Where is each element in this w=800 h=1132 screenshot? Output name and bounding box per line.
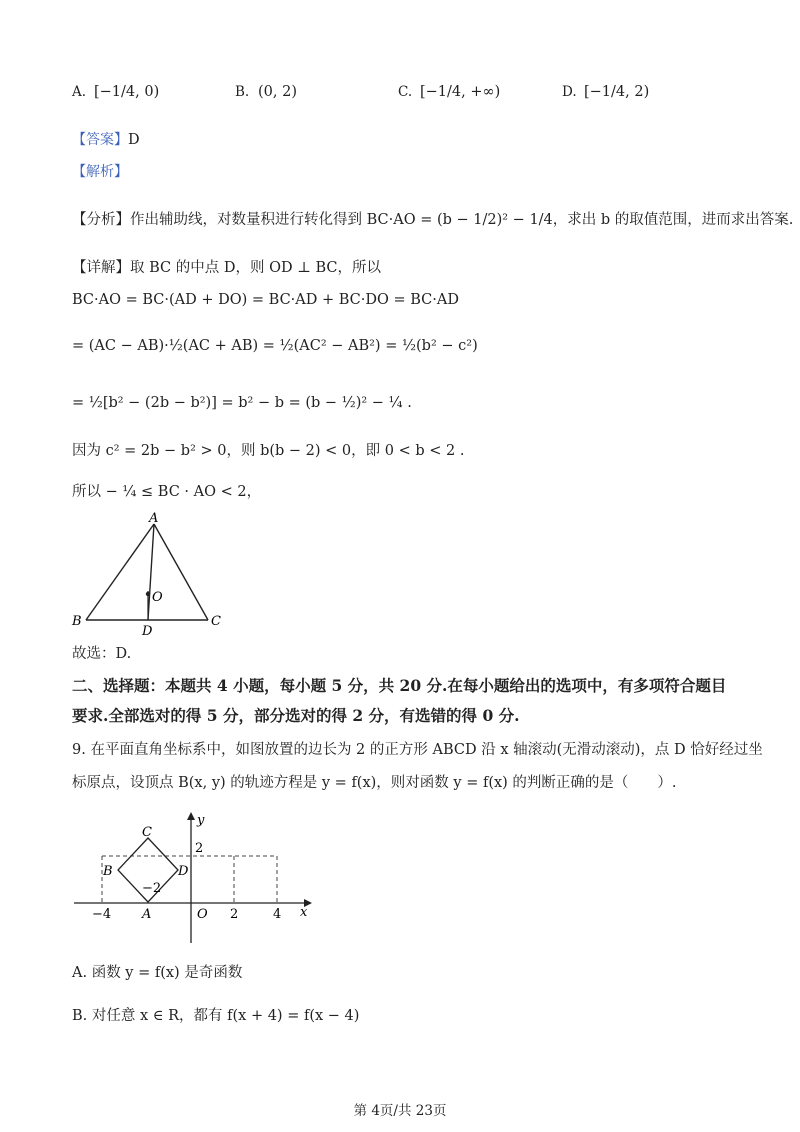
equation-line-2: = (AC − AB)·½(AC + AB) = ½(AC² − AB²) = ½(b² − c²) xyxy=(72,338,478,354)
answer-value: D xyxy=(128,132,140,148)
fenxi-text: 作出辅助线，对数量积进行转化得到 xyxy=(130,212,362,228)
triangle-figure xyxy=(68,510,238,640)
question-option-b: B. 对任意 x ∈ R，都有 f(x + 4) = f(x − 4) xyxy=(72,1008,360,1024)
median-ad xyxy=(148,524,154,620)
option-c-value: [−1/4, +∞) xyxy=(420,84,501,100)
side-ac xyxy=(154,524,208,620)
xiangjie-label: 【详解】 xyxy=(72,260,130,276)
option-a-value: [−1/4, 0) xyxy=(94,84,160,100)
answer-tag: 【答案】 xyxy=(72,132,128,148)
question-9-line-2: 标原点，设顶点 B(x, y) 的轨迹方程是 y = f(x)，则对函数 y = f(x) 的判断正确的是（ ）. xyxy=(72,775,677,791)
question-9-line-1: 9. 在平面直角坐标系中，如图放置的边长为 2 的正方形 ABCD 沿 x 轴滚动(无滑动滚动)，点 D 恰好经过坐 xyxy=(72,742,763,758)
y-axis-arrow xyxy=(187,812,195,820)
option-d-value: [−1/4, 2) xyxy=(584,84,650,100)
section-title-line-1: 二、选择题：本题共 4 小题，每小题 5 分，共 20 分.在每小题给出的选项中，有多项符合题目 xyxy=(72,676,727,695)
so-line: 所以 − ¼ ≤ BC · AO < 2， xyxy=(72,484,262,500)
label-a: A xyxy=(149,511,159,526)
fenxi-tail: ，求出 b 的取值范围，进而求出答案. xyxy=(552,212,794,228)
tick-neg-2: −2 xyxy=(142,881,162,896)
option-d-label: D. xyxy=(562,84,577,100)
page-footer: 第 4页/共 23页 xyxy=(353,1103,447,1119)
label-x: x xyxy=(300,905,308,920)
section-title-line-2: 要求.全部选对的得 5 分，部分选对的得 2 分，有选错的得 0 分. xyxy=(72,706,520,725)
fenxi-line xyxy=(72,210,793,230)
label-o: O xyxy=(152,590,163,605)
option-a-label: A. xyxy=(72,84,87,100)
equation-line-3: = ½[b² − (2b − b²)] = b² − b = (b − ½)² − ¼ . xyxy=(72,395,412,411)
analysis-tag: 【解析】 xyxy=(72,164,128,180)
label-c: C xyxy=(211,614,221,629)
label-d: D xyxy=(142,624,153,639)
label-a: A xyxy=(142,907,152,922)
because-line: 因为 c² = 2b − b² > 0，则 b(b − 2) < 0，即 0 < b < 2 . xyxy=(72,443,465,459)
answer-line xyxy=(72,130,140,150)
fenxi-label: 【分析】 xyxy=(72,212,130,228)
label-b: B xyxy=(72,614,82,629)
tick-neg-4: −4 xyxy=(92,907,112,922)
label-o: O xyxy=(197,907,208,922)
equation-line-1: BC·AO = BC·(AD + DO) = BC·AD + BC·DO = BC·AD xyxy=(72,292,459,308)
coordinate-figure xyxy=(70,808,320,953)
tick-y-2: 2 xyxy=(195,841,204,856)
label-c: C xyxy=(142,825,152,840)
label-y: y xyxy=(197,813,205,828)
option-b-label: B. xyxy=(235,84,250,100)
point-o xyxy=(146,592,150,596)
tick-x-2: 2 xyxy=(230,907,239,922)
side-ab xyxy=(86,524,154,620)
label-b: B xyxy=(103,864,113,879)
option-c-label: C. xyxy=(398,84,413,100)
xiangjie-line xyxy=(72,258,381,278)
choose-line: 故选：D. xyxy=(72,646,132,662)
tick-x-4: 4 xyxy=(273,907,282,922)
question-option-a: A. 函数 y = f(x) 是奇函数 xyxy=(72,965,243,981)
xiangjie-text: 取 BC 的中点 D，则 OD ⊥ BC，所以 xyxy=(130,260,381,276)
fenxi-expression: BC·AO = (b − 1/2)² − 1/4 xyxy=(366,212,553,228)
label-d: D xyxy=(178,864,189,879)
option-b-value: (0, 2) xyxy=(258,84,297,100)
